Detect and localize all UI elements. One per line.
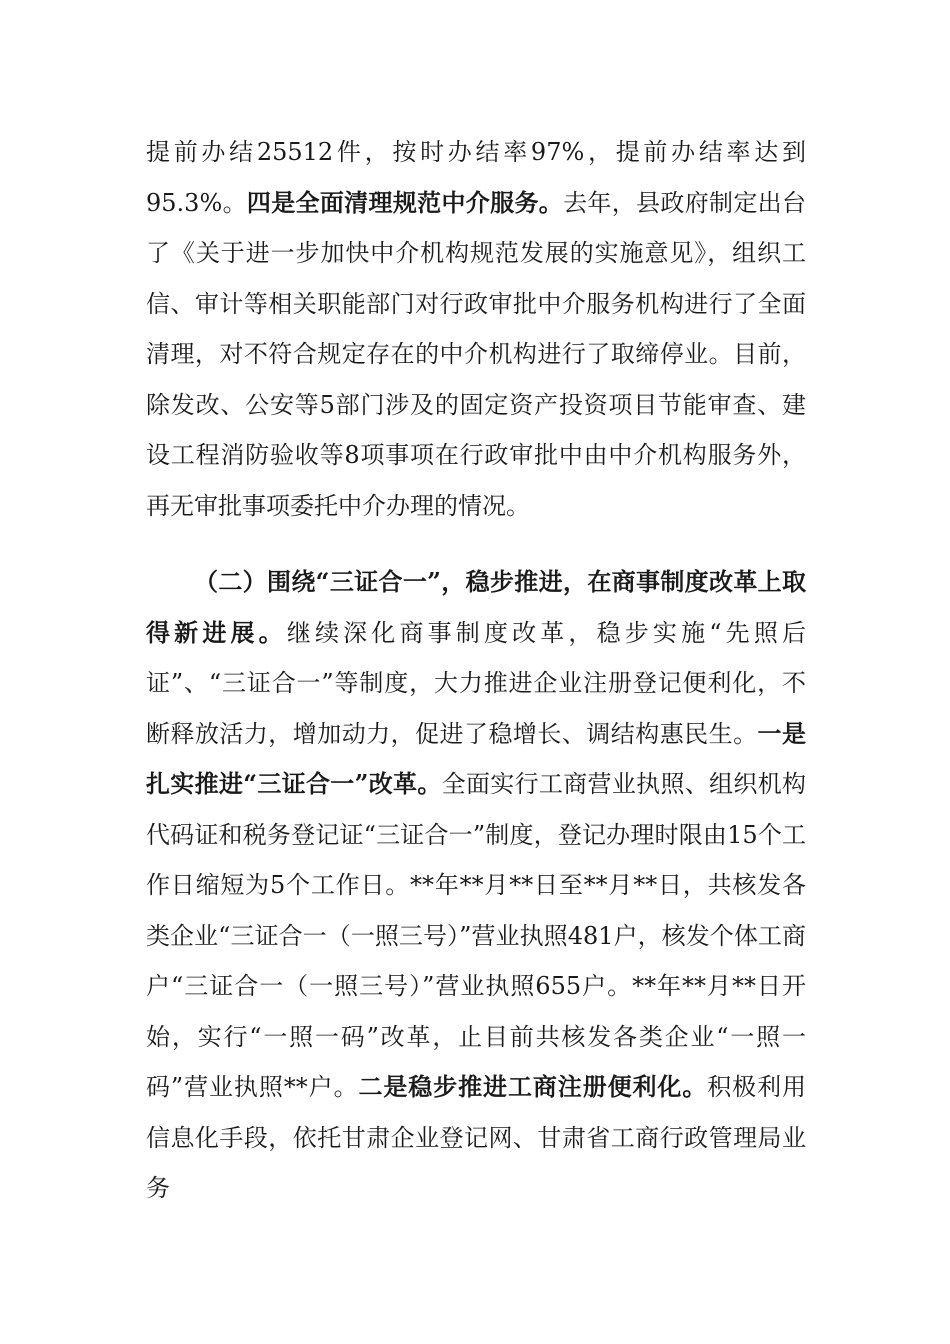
bold-heading-run: 四是全面清理规范中介服务。: [246, 187, 564, 217]
section-heading-run: （二）围绕“三证合一”，稳步推进，在商事制度改革上取得新进展。: [146, 567, 806, 647]
paragraph-2: [146, 557, 806, 1214]
paragraph-1: [146, 127, 806, 531]
text-run: 继续深化商事制度改革，稳步实施“先照后证”、“三证合一”等制度，大力推进企业注册登记便利化，不断释放活力，增加动力，促进了稳增长、调结构惠民生。: [146, 618, 806, 748]
text-run: 全面实行工商营业执照、组织机构代码证和税务登记证“三证合一”制度，登记办理时限由15个工作日缩短为5个工作日。**年**月**日至**月**日，共核发各类企业“三证合一（一照三号）”营业执照481户，核发个体工商户“三证合一（一照三号）”营业执照655户。**年**月**日开始，实行“一照一码”改革，止目前共核发各类企业“一照一码”营业执照**户。: [146, 770, 807, 1101]
text-run: 去年，县政府制定出台了《关于进一步加快中介机构规范发展的实施意见》，组织工信、审计等相关职能部门对行政审批中介服务机构进行了全面清理，对不符合规定存在的中介机构进行了取缔停业。目前，除发改、公安等5部门涉及的固定资产投资项目节能审查、建设工程消防验收等8项事项在行政审批中由中介机构服务外，再无审批事项委托中介办理的情况。: [146, 188, 806, 520]
bold-heading-run: 二是稳步推进工商注册便利化。: [358, 1072, 708, 1101]
text-run: 积极利用信息化手段，依托甘肃企业登记网、甘肃省工商行政管理局业务: [146, 1073, 807, 1202]
bold-heading-run: 一是扎实推进“三证合一”改革。: [146, 718, 807, 798]
document-page: [146, 127, 806, 1214]
text-run: 提前办结25512件，按时办结率97%，提前办结率达到95.3%。: [146, 138, 806, 217]
